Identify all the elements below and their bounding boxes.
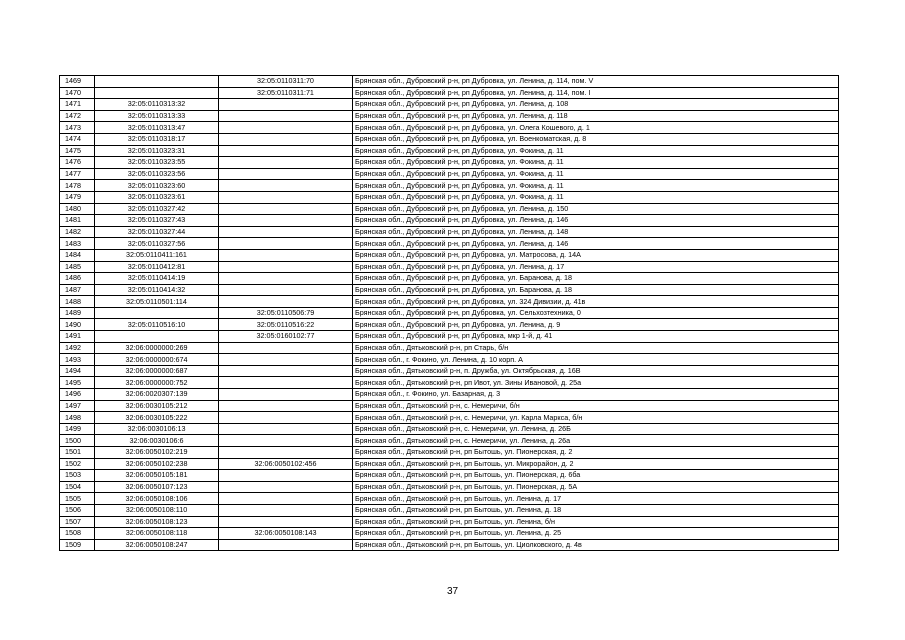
address-cell: Брянская обл., г. Фокино, ул. Базарная, д. 3 [353,389,839,401]
address-cell: Брянская обл., Дубровский р-н, рп Дубровка, ул. Ленина, д. 148 [353,226,839,238]
linked-cadastral-number-cell [219,203,353,215]
address-cell: Брянская обл., Дятьковский р-н, с. Немеричи, ул. Карла Маркса, б/н [353,412,839,424]
row-number-cell: 1487 [60,284,95,296]
row-number-cell: 1471 [60,99,95,111]
address-cell: Брянская обл., Дятьковский р-н, рп Бытошь, ул. Пионерская, д. 6ба [353,470,839,482]
row-number-cell: 1479 [60,191,95,203]
address-cell: Брянская обл., Дятьковский р-н, рп Ивот, ул. Зины Ивановой, д. 25а [353,377,839,389]
linked-cadastral-number-cell [219,342,353,354]
table-row [60,470,839,482]
table-row [60,122,839,134]
linked-cadastral-number-cell: 32:05:0110311:71 [219,87,353,99]
table-row [60,238,839,250]
row-number-cell: 1497 [60,400,95,412]
address-cell: Брянская обл., Дубровский р-н, рп Дубровка, ул. Ленина, д. 118 [353,110,839,122]
registry-table [59,75,839,551]
table-row [60,331,839,343]
linked-cadastral-number-cell [219,423,353,435]
page-number: 37 [446,586,459,597]
row-number-cell: 1490 [60,319,95,331]
row-number-cell: 1500 [60,435,95,447]
cadastral-number-cell [95,76,219,88]
cadastral-number-cell: 32:06:0050105:181 [95,470,219,482]
table-row [60,99,839,111]
cadastral-number-cell: 32:05:0110323:56 [95,168,219,180]
table-row [60,516,839,528]
linked-cadastral-number-cell [219,447,353,459]
address-cell: Брянская обл., Дубровский р-н, рп Дубровка, ул. Ленина, д. 150 [353,203,839,215]
linked-cadastral-number-cell [219,157,353,169]
table-row [60,203,839,215]
cadastral-number-cell: 32:05:0110323:61 [95,191,219,203]
row-number-cell: 1474 [60,133,95,145]
table-row [60,145,839,157]
row-number-cell: 1496 [60,389,95,401]
address-cell: Брянская обл., Дубровский р-н, рп Дубровка, ул. Фокина, д. 11 [353,180,839,192]
row-number-cell: 1477 [60,168,95,180]
row-number-cell: 1491 [60,331,95,343]
row-number-cell: 1492 [60,342,95,354]
address-cell: Брянская обл., Дятьковский р-н, рп Бытошь, ул. Ленина, б/н [353,516,839,528]
cadastral-number-cell: 32:06:0000000:752 [95,377,219,389]
row-number-cell: 1507 [60,516,95,528]
row-number-cell: 1472 [60,110,95,122]
table-row [60,110,839,122]
cadastral-number-cell: 32:05:0110323:31 [95,145,219,157]
cadastral-number-cell: 32:06:0050108:118 [95,528,219,540]
linked-cadastral-number-cell: 32:05:0160102:77 [219,331,353,343]
cadastral-number-cell: 32:05:0110327:43 [95,215,219,227]
address-cell: Брянская обл., Дубровский р-н, рп Дубровка, ул. Баранова, д. 18 [353,273,839,285]
linked-cadastral-number-cell [219,504,353,516]
cadastral-number-cell: 32:05:0110323:60 [95,180,219,192]
table-row [60,354,839,366]
cadastral-number-cell: 32:06:0000000:674 [95,354,219,366]
cadastral-number-cell: 32:05:0110327:42 [95,203,219,215]
row-number-cell: 1473 [60,122,95,134]
cadastral-number-cell: 32:06:0050107:123 [95,481,219,493]
cadastral-number-cell: 32:06:0030105:222 [95,412,219,424]
linked-cadastral-number-cell [219,400,353,412]
cadastral-number-cell [95,87,219,99]
row-number-cell: 1470 [60,87,95,99]
table-row [60,226,839,238]
cadastral-number-cell: 32:05:0110414:19 [95,273,219,285]
address-cell: Брянская обл., Дятьковский р-н, рп Бытошь, ул. Ленина, д. 18 [353,504,839,516]
linked-cadastral-number-cell [219,389,353,401]
table-row [60,493,839,505]
table-row [60,365,839,377]
cadastral-number-cell: 32:06:0050102:238 [95,458,219,470]
cadastral-number-cell: 32:05:0110313:47 [95,122,219,134]
address-cell: Брянская обл., Дубровский р-н, рп Дубровка, ул. Ленина, д. 108 [353,99,839,111]
cadastral-number-cell: 32:05:0110411:161 [95,249,219,261]
cadastral-number-cell: 32:06:0030106:13 [95,423,219,435]
linked-cadastral-number-cell [219,273,353,285]
table-row [60,157,839,169]
table-row [60,261,839,273]
address-cell: Брянская обл., Дубровский р-н, рп Дубровка, ул. Ленина, д. 146 [353,215,839,227]
linked-cadastral-number-cell [219,365,353,377]
cadastral-number-cell [95,307,219,319]
row-number-cell: 1498 [60,412,95,424]
linked-cadastral-number-cell [219,133,353,145]
table-row [60,307,839,319]
cadastral-number-cell: 32:05:0110318:17 [95,133,219,145]
address-cell: Брянская обл., Дубровский р-н, рп Дубровка, ул. Баранова, д. 18 [353,284,839,296]
table-row [60,400,839,412]
address-cell: Брянская обл., Дятьковский р-н, с. Немеричи, б/н [353,400,839,412]
table-row [60,458,839,470]
linked-cadastral-number-cell: 32:05:0110516:22 [219,319,353,331]
cadastral-number-cell: 32:06:0030106:6 [95,435,219,447]
linked-cadastral-number-cell [219,238,353,250]
row-number-cell: 1483 [60,238,95,250]
cadastral-number-cell: 32:06:0050108:106 [95,493,219,505]
address-cell: Брянская обл., Дятьковский р-н, с. Немеричи, ул. Ленина, д. 26а [353,435,839,447]
linked-cadastral-number-cell [219,539,353,551]
linked-cadastral-number-cell [219,145,353,157]
address-cell: Брянская обл., Дятьковский р-н, рп Бытошь, ул. Микрорайон, д. 2 [353,458,839,470]
linked-cadastral-number-cell [219,215,353,227]
table-row [60,319,839,331]
address-cell: Брянская обл., Дубровский р-н, рп Дубровка, ул. 324 Дивизии, д. 41в [353,296,839,308]
address-cell: Брянская обл., Дубровский р-н, рп Дубровка, ул. Фокина, д. 11 [353,168,839,180]
address-cell: Брянская обл., Дубровский р-н, рп Дубровка, ул. Фокина, д. 11 [353,157,839,169]
table-row [60,539,839,551]
table-row [60,168,839,180]
linked-cadastral-number-cell [219,261,353,273]
row-number-cell: 1505 [60,493,95,505]
linked-cadastral-number-cell [219,516,353,528]
row-number-cell: 1502 [60,458,95,470]
row-number-cell: 1476 [60,157,95,169]
cadastral-number-cell [95,331,219,343]
linked-cadastral-number-cell [219,249,353,261]
table-row [60,133,839,145]
row-number-cell: 1480 [60,203,95,215]
address-cell: Брянская обл., Дубровский р-н, рп Дубровка, ул. Ленина, д. 17 [353,261,839,273]
row-number-cell: 1488 [60,296,95,308]
cadastral-number-cell: 32:05:0110327:56 [95,238,219,250]
table-row [60,389,839,401]
cadastral-number-cell: 32:05:0110516:10 [95,319,219,331]
cadastral-number-cell: 32:05:0110501:114 [95,296,219,308]
address-cell: Брянская обл., Дятьковский р-н, рп Бытошь, ул. Пионерская, д. 2 [353,447,839,459]
table-row [60,447,839,459]
table-row [60,481,839,493]
address-cell: Брянская обл., Дубровский р-н, рп Дубровка, мкр 1-й, д. 41 [353,331,839,343]
cadastral-number-cell: 32:06:0050108:247 [95,539,219,551]
address-cell: Брянская обл., Дятьковский р-н, рп Бытошь, ул. Пионерская, д. 5А [353,481,839,493]
row-number-cell: 1482 [60,226,95,238]
row-number-cell: 1503 [60,470,95,482]
table-row [60,423,839,435]
row-number-cell: 1494 [60,365,95,377]
address-cell: Брянская обл., Дубровский р-н, рп Дубровка, ул. Ленина, д. 9 [353,319,839,331]
linked-cadastral-number-cell [219,354,353,366]
table-row [60,191,839,203]
row-number-cell: 1504 [60,481,95,493]
address-cell: Брянская обл., Дубровский р-н, рп Дубровка, ул. Фокина, д. 11 [353,145,839,157]
table-row [60,504,839,516]
table-row [60,296,839,308]
cadastral-number-cell: 32:05:0110327:44 [95,226,219,238]
address-cell: Брянская обл., г. Фокино, ул. Ленина, д. 10 корп. А [353,354,839,366]
linked-cadastral-number-cell: 32:06:0050102:456 [219,458,353,470]
cadastral-number-cell: 32:06:0020307:139 [95,389,219,401]
cadastral-number-cell: 32:06:0030105:212 [95,400,219,412]
linked-cadastral-number-cell [219,284,353,296]
linked-cadastral-number-cell [219,493,353,505]
row-number-cell: 1499 [60,423,95,435]
address-cell: Брянская обл., Дубровский р-н, рп Дубровка, ул. Ленина, д. 114, пом. I [353,87,839,99]
row-number-cell: 1481 [60,215,95,227]
cadastral-number-cell: 32:06:0000000:687 [95,365,219,377]
table-row [60,342,839,354]
address-cell: Брянская обл., Дубровский р-н, рп Дубровка, ул. Олега Кошевого, д. 1 [353,122,839,134]
linked-cadastral-number-cell [219,180,353,192]
table-row [60,273,839,285]
row-number-cell: 1501 [60,447,95,459]
linked-cadastral-number-cell [219,122,353,134]
address-cell: Брянская обл., Дятьковский р-н, рп Бытошь, ул. Циолковского, д. 4в [353,539,839,551]
address-cell: Брянская обл., Дубровский р-н, рп Дубровка, ул. Ленина, д. 114, пом. V [353,76,839,88]
table-row [60,284,839,296]
cadastral-number-cell: 32:06:0000000:269 [95,342,219,354]
row-number-cell: 1489 [60,307,95,319]
address-cell: Брянская обл., Дубровский р-н, рп Дубровка, ул. Сельхозтехника, 0 [353,307,839,319]
linked-cadastral-number-cell [219,99,353,111]
table-row [60,528,839,540]
table-row [60,412,839,424]
linked-cadastral-number-cell: 32:05:0110506:79 [219,307,353,319]
cadastral-number-cell: 32:06:0050102:219 [95,447,219,459]
row-number-cell: 1475 [60,145,95,157]
linked-cadastral-number-cell [219,377,353,389]
row-number-cell: 1508 [60,528,95,540]
linked-cadastral-number-cell [219,110,353,122]
address-cell: Брянская обл., Дубровский р-н, рп Дубровка, ул. Матросова, д. 14А [353,249,839,261]
cadastral-number-cell: 32:05:0110323:55 [95,157,219,169]
linked-cadastral-number-cell: 32:06:0050108:143 [219,528,353,540]
registry-table-body [60,76,839,551]
row-number-cell: 1495 [60,377,95,389]
table-row [60,76,839,88]
cadastral-number-cell: 32:05:0110412:81 [95,261,219,273]
linked-cadastral-number-cell [219,435,353,447]
linked-cadastral-number-cell [219,226,353,238]
cadastral-number-cell: 32:05:0110414:32 [95,284,219,296]
row-number-cell: 1484 [60,249,95,261]
address-cell: Брянская обл., Дятьковский р-н, с. Немеричи, ул. Ленина, д. 26Б [353,423,839,435]
linked-cadastral-number-cell: 32:05:0110311:70 [219,76,353,88]
row-number-cell: 1506 [60,504,95,516]
cadastral-number-cell: 32:05:0110313:33 [95,110,219,122]
linked-cadastral-number-cell [219,481,353,493]
table-row [60,377,839,389]
linked-cadastral-number-cell [219,191,353,203]
address-cell: Брянская обл., Дятьковский р-н, рп Старь, б/н [353,342,839,354]
table-row [60,87,839,99]
linked-cadastral-number-cell [219,296,353,308]
cadastral-number-cell: 32:05:0110313:32 [95,99,219,111]
row-number-cell: 1493 [60,354,95,366]
table-row [60,215,839,227]
linked-cadastral-number-cell [219,470,353,482]
row-number-cell: 1485 [60,261,95,273]
address-cell: Брянская обл., Дубровский р-н, рп Дубровка, ул. Военкоматская, д. 8 [353,133,839,145]
address-cell: Брянская обл., Дубровский р-н, рп Дубровка, ул. Ленина, д. 146 [353,238,839,250]
row-number-cell: 1486 [60,273,95,285]
table-row [60,249,839,261]
address-cell: Брянская обл., Дятьковский р-н, рп Бытошь, ул. Ленина, д. 25 [353,528,839,540]
row-number-cell: 1478 [60,180,95,192]
address-cell: Брянская обл., Дятьковский р-н, п. Дружба, ул. Октябрьская, д. 16В [353,365,839,377]
linked-cadastral-number-cell [219,412,353,424]
cadastral-number-cell: 32:06:0050108:110 [95,504,219,516]
row-number-cell: 1509 [60,539,95,551]
table-row [60,435,839,447]
table-row [60,180,839,192]
row-number-cell: 1469 [60,76,95,88]
address-cell: Брянская обл., Дубровский р-н, рп Дубровка, ул. Фокина, д. 11 [353,191,839,203]
linked-cadastral-number-cell [219,168,353,180]
cadastral-number-cell: 32:06:0050108:123 [95,516,219,528]
address-cell: Брянская обл., Дятьковский р-н, рп Бытошь, ул. Ленина, д. 17 [353,493,839,505]
